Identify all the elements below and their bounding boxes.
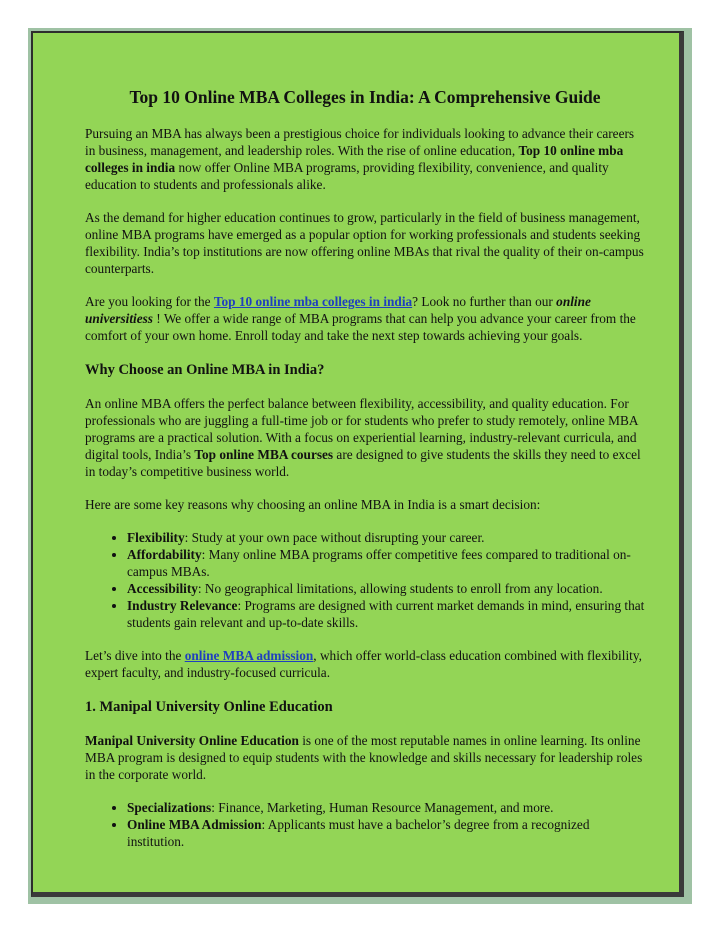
reasons-intro: Here are some key reasons why choosing an online MBA in India is a smart decision: [85, 497, 541, 512]
list-item: • Online MBA Admission: Applicants must have a bachelor’s degree from a recognized institution. [127, 816, 645, 850]
why-paragraph: An online MBA offers the perfect balance between flexibility, accessibility, and quality education. For professionals who are juggling a full-time job or for students who prefer to study remotely, online MBA programs are a practical solution. With a focus on experiential learning, industry-relevant curricula, and digital tools, India’s Top online MBA courses are designed to give students the skills they need to excel in today’s competitive business world. [85, 396, 641, 479]
demand-paragraph: As the demand for higher education continues to grow, particularly in the field of business management, online MBA programs have emerged as a popular option for working professionals and students seeking flexibility. India’s top institutions are now offering online MBAs that rival the quality of their on-campus counterparts. [85, 210, 644, 276]
manipal-list [85, 799, 645, 850]
list-item: • Industry Relevance: Programs are designed with current market demands in mind, ensuring that students gain relevant and up-to-date skills. [127, 597, 645, 631]
offer-paragraph: Are you looking for the Top 10 online mba colleges in india? Look no further than our online universitiess ! We offer a wide range of MBA programs that can help you advance your career from the comfort of your own home. Enroll today and take the next step towards achieving your goals. [85, 294, 636, 343]
online-universities-text: online universitiess [85, 294, 591, 326]
list-item: • Flexibility: Study at your own pace without disrupting your career. [127, 529, 645, 546]
bold-phrase: Top online MBA courses [194, 447, 334, 462]
bold-phrase: Manipal University Online Education [85, 733, 299, 748]
list-item: • Accessibility: No geographical limitations, allowing students to enroll from any location. [127, 580, 645, 597]
online-mba-admission-link[interactable]: online MBA admission [184, 648, 314, 663]
document-body [85, 86, 645, 866]
why-heading: Why Choose an Online MBA in India? [85, 362, 325, 378]
admission-paragraph: Let’s dive into the online MBA admission, which offer world-class education combined with flexibility, expert faculty, and industry-focused curricula. [85, 648, 642, 680]
top-colleges-link[interactable]: Top 10 online mba colleges in india [213, 294, 413, 309]
manipal-paragraph: Manipal University Online Education is one of the most reputable names in online learning. Its online MBA program is designed to equip students with the knowledge and skills necessary for leadership roles in the corporate world. [85, 733, 643, 782]
intro-paragraph: Pursuing an MBA has always been a prestigious choice for individuals looking to advance their careers in business, management, and leadership roles. With the rise of online education, Top 10 online mba colleges in india now offer Online MBA programs, providing flexibility, convenience, and quality education to students and professionals alike. [85, 126, 635, 192]
manipal-heading: 1. Manipal University Online Education [85, 699, 333, 715]
list-item: • Specializations: Finance, Marketing, Human Resource Management, and more. [127, 799, 645, 816]
list-item: • Affordability: Many online MBA programs offer competitive fees compared to traditional on-campus MBAs. [127, 546, 645, 580]
bold-phrase: Top 10 online mba colleges in india [85, 143, 624, 175]
reasons-list [85, 529, 645, 631]
page-title: Top 10 Online MBA Colleges in India: A Comprehensive Guide [129, 87, 601, 107]
